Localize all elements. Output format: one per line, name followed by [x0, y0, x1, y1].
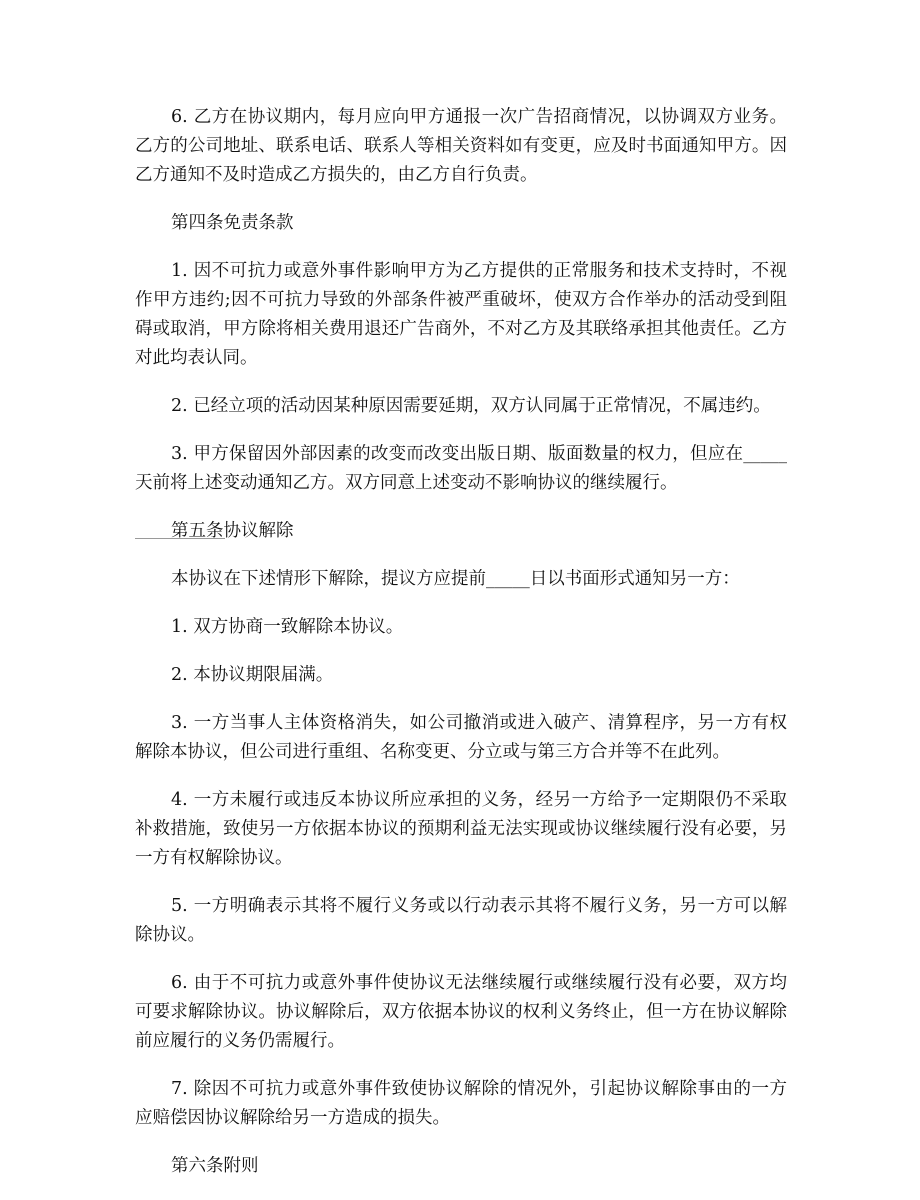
clause-4-item-2: 2. 已经立项的活动因某种原因需要延期，双方认同属于正常情况，不属违约。 — [171, 396, 771, 416]
section-heading-6: 第六条附则 — [171, 1156, 259, 1176]
divider-line — [135, 538, 225, 539]
clause-3-item-6: 6. 乙方在协议期内，每月应向甲方通报一次广告招商情况，以协调双方业务。乙方的公司地址、联系电话、联系人等相关资料如有变更，应及时书面通知甲方。因乙方通知不及时造成乙方损失的，由乙方自行负责。 — [135, 107, 787, 185]
clause-5-item-7: 7. 除因不可抗力或意外事件致使协议解除的情况外，引起协议解除事由的一方应赔偿因协议解除给另一方造成的损失。 — [135, 1079, 787, 1128]
clause-5-item-3: 3. 一方当事人主体资格消失，如公司撤消或进入破产、清算程序，另一方有权解除本协议，但公司进行重组、名称变更、分立或与第三方合并等不在此列。 — [135, 713, 787, 762]
clause-5-item-2: 2. 本协议期限届满。 — [171, 665, 334, 685]
clause-5-item-5: 5. 一方明确表示其将不履行义务或以行动表示其将不履行义务，另一方可以解除协议。 — [135, 896, 787, 945]
clause-5-item-4: 4. 一方未履行或违反本协议所应承担的义务，经另一方给予一定期限仍不采取补救措施，致使另一方依据本协议的预期利益无法实现或协议继续履行没有必要，另一方有权解除协议。 — [135, 790, 787, 868]
document-body — [135, 103, 787, 1200]
section-heading-4: 第四条免责条款 — [171, 213, 294, 233]
clause-4-item-3: 3. 甲方保留因外部因素的改变而改变出版日期、版面数量的权力，但应在_____天前将上述变动通知乙方。双方同意上述变动不影响协议的继续履行。 — [135, 444, 787, 493]
clause-4-item-1: 1. 因不可抗力或意外事件影响甲方为乙方提供的正常服务和技术支持时，不视作甲方违约;因不可抗力导致的外部条件被严重破坏，使双方合作举办的活动受到阻碍或取消，甲方除将相关费用退还广告商外，不对乙方及其联络承担其他责任。乙方对此均表认同。 — [135, 261, 787, 368]
clause-5-item-1: 1. 双方协商一致解除本协议。 — [171, 617, 404, 637]
clause-5-item-6: 6. 由于不可抗力或意外事件使协议无法继续履行或继续履行没有必要，双方均可要求解除协议。协议解除后，双方依据本协议的权利义务终止，但一方在协议解除前应履行的义务仍需履行。 — [135, 973, 787, 1051]
clause-5-intro: 本协议在下述情形下解除，提议方应提前_____日以书面形式通知另一方： — [171, 569, 740, 589]
section-heading-5: 第五条协议解除 — [171, 521, 294, 541]
